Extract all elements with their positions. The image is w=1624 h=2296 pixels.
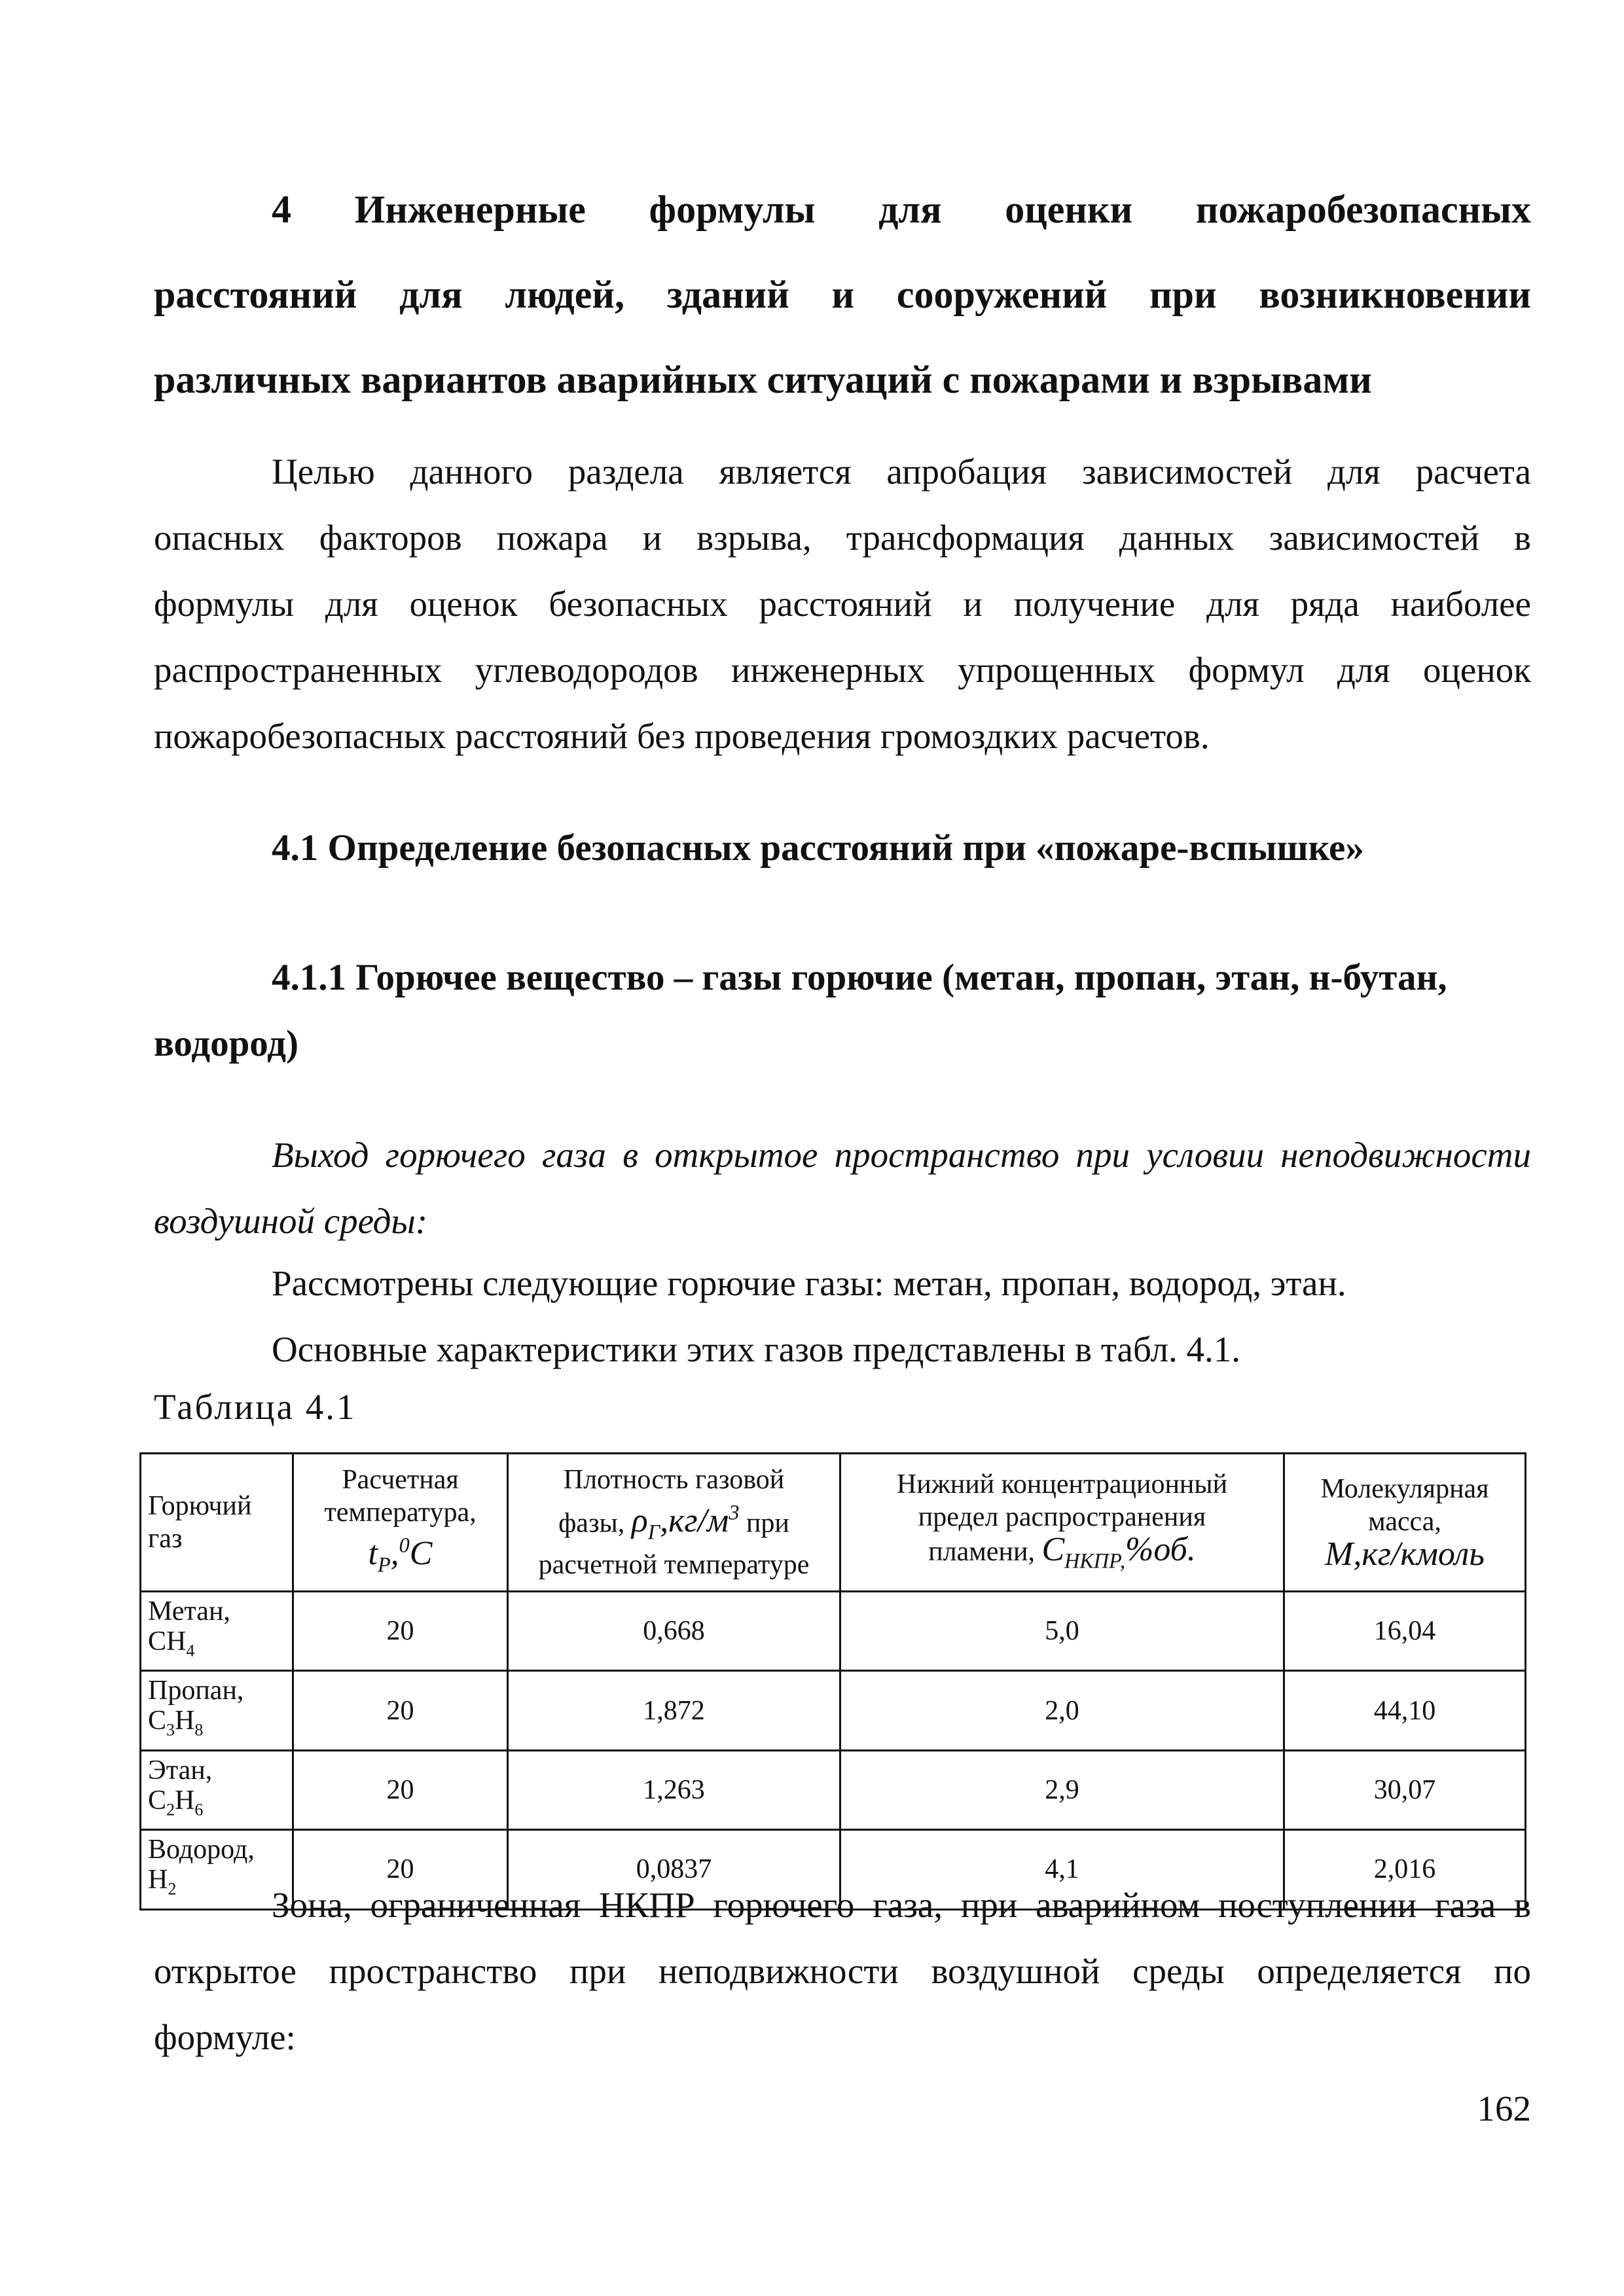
italic-line: Выход горючего газа в открытое пространство при условии неподвижности bbox=[272, 1135, 1531, 1175]
temperature-separator: , bbox=[390, 1535, 399, 1573]
chapter-heading-line: различных вариантов аварийных ситуаций с пожарами и взрывами bbox=[154, 358, 1372, 401]
considered-gases-text: Рассмотрены следующие горючие газы: метан, пропан, водород, этан. bbox=[272, 1263, 1346, 1303]
header-lel-prefix: пламени, bbox=[928, 1536, 1035, 1567]
table-row bbox=[141, 1671, 1526, 1750]
lel-cell: 2,0 bbox=[840, 1671, 1284, 1750]
lel-cell: 4,1 bbox=[840, 1830, 1284, 1909]
intro-line: пожаробезопасных расстояний без проведения громоздких расчетов. bbox=[154, 716, 1210, 756]
header-lel bbox=[840, 1454, 1284, 1592]
gas-name-cell bbox=[141, 1750, 293, 1829]
header-mass-label: Молекулярная bbox=[1320, 1473, 1489, 1504]
chapter-heading bbox=[154, 167, 1531, 422]
section-4-1-1-line: 4.1.1 Горючее вещество – газы горючие (метан, пропан, этан, н-бутан, bbox=[272, 957, 1447, 998]
header-temperature bbox=[293, 1454, 508, 1592]
intro-line: Целью данного раздела является апробация зависимостей для расчета bbox=[272, 452, 1531, 492]
gas-name-cell bbox=[141, 1592, 293, 1671]
chapter-heading-line: расстояний для людей, зданий и сооружений при возникновении bbox=[154, 273, 1531, 316]
header-mass bbox=[1284, 1454, 1526, 1592]
intro-paragraph bbox=[154, 439, 1531, 769]
gas-name: Метан, bbox=[148, 1596, 230, 1626]
formula-part: C bbox=[148, 1706, 167, 1736]
zone-line: формуле: bbox=[154, 2017, 296, 2057]
table-caption: Таблица 4.1 bbox=[154, 1387, 357, 1427]
temperature-superscript: 0 bbox=[399, 1534, 410, 1558]
density-cell: 0,668 bbox=[508, 1592, 840, 1671]
temperature-cell: 20 bbox=[293, 1830, 508, 1909]
italic-line: воздушной среды: bbox=[154, 1201, 428, 1241]
density-cell: 0,0837 bbox=[508, 1830, 840, 1909]
header-lel-label-2: предел распространения bbox=[918, 1501, 1206, 1532]
formula-part: H bbox=[148, 1865, 168, 1895]
lel-symbol: C bbox=[1041, 1530, 1065, 1568]
temperature-cell: 20 bbox=[293, 1750, 508, 1829]
formula-subscript: 2 bbox=[166, 1800, 175, 1820]
mass-cell: 2,016 bbox=[1284, 1830, 1526, 1909]
temperature-subscript: P bbox=[377, 1552, 391, 1577]
temperature-cell: 20 bbox=[293, 1671, 508, 1750]
gas-name-cell bbox=[141, 1671, 293, 1750]
density-cell: 1,263 bbox=[508, 1750, 840, 1829]
density-superscript: 3 bbox=[729, 1501, 740, 1525]
formula-part: H bbox=[175, 1706, 195, 1736]
section-4-1-heading: 4.1 Определение безопасных расстояний при «пожаре-вспышке» bbox=[272, 827, 1364, 869]
formula-subscript: 3 bbox=[166, 1720, 175, 1740]
temperature-cell: 20 bbox=[293, 1592, 508, 1671]
table-row bbox=[141, 1592, 1526, 1671]
formula-part: CH bbox=[148, 1626, 187, 1657]
zone-paragraph bbox=[154, 1872, 1531, 2070]
intro-line: опасных факторов пожара и взрыва, трансформация данных зависимостей в bbox=[154, 518, 1531, 558]
lel-unit: %об. bbox=[1125, 1530, 1196, 1568]
header-gas: Горючий газ bbox=[141, 1454, 293, 1592]
header-density-suffix: при bbox=[746, 1508, 789, 1539]
zone-line: Зона, ограниченная НКПР горючего газа, при аварийном поступлении газа в bbox=[272, 1885, 1531, 1925]
header-density bbox=[508, 1454, 840, 1592]
lel-cell: 5,0 bbox=[840, 1592, 1284, 1671]
formula-part: H bbox=[175, 1785, 195, 1816]
gas-name: Этан, bbox=[148, 1755, 213, 1785]
intro-line: формулы для оценок безопасных расстояний и получение для ряда наиболее bbox=[154, 584, 1531, 624]
table-row bbox=[141, 1750, 1526, 1829]
density-symbol: ρ bbox=[631, 1502, 648, 1540]
density-unit: ,кг/м bbox=[660, 1502, 729, 1540]
mass-cell: 44,10 bbox=[1284, 1671, 1526, 1750]
gas-name: Пропан, bbox=[148, 1676, 244, 1706]
formula-subscript: 4 bbox=[186, 1641, 195, 1660]
density-subscript: Г bbox=[647, 1520, 660, 1544]
header-density-label: Плотность газовой bbox=[563, 1465, 785, 1496]
mass-cell: 16,04 bbox=[1284, 1592, 1526, 1671]
page-number: 162 bbox=[1477, 2089, 1531, 2128]
temperature-unit: C bbox=[409, 1535, 433, 1573]
formula-subscript: 8 bbox=[194, 1720, 204, 1740]
header-density-prefix: фазы, bbox=[558, 1508, 625, 1539]
density-cell: 1,872 bbox=[508, 1671, 840, 1750]
lel-subscript: НКПР, bbox=[1064, 1549, 1126, 1573]
header-lel-label: Нижний концентрационный bbox=[896, 1469, 1228, 1499]
intro-line: распространенных углеводородов инженерных упрощенных формул для оценок bbox=[154, 650, 1531, 690]
mass-unit: M,кг/кмоль bbox=[1325, 1535, 1485, 1573]
header-density-label-2: расчетной температуре bbox=[538, 1549, 810, 1580]
gas-properties-table bbox=[139, 1452, 1526, 1910]
header-mass-label-2: масса, bbox=[1368, 1506, 1441, 1537]
formula-subscript: 6 bbox=[194, 1800, 204, 1820]
italic-paragraph bbox=[154, 1122, 1531, 1254]
header-temperature-label: Расчетная температура, bbox=[324, 1465, 477, 1528]
table-header-row bbox=[141, 1454, 1526, 1592]
formula-subscript: 2 bbox=[168, 1879, 177, 1899]
chapter-heading-line: 4 Инженерные формулы для оценки пожаробезопасных bbox=[272, 188, 1531, 231]
formula-part: C bbox=[148, 1785, 167, 1816]
section-4-1-1-heading bbox=[154, 944, 1531, 1077]
lel-cell: 2,9 bbox=[840, 1750, 1284, 1829]
zone-line: открытое пространство при неподвижности воздушной среды определяется по bbox=[154, 1951, 1531, 1991]
main-characteristics-text: Основные характеристики этих газов представлены в табл. 4.1. bbox=[272, 1329, 1241, 1369]
temperature-symbol: t bbox=[368, 1535, 378, 1573]
gas-name: Водород, bbox=[148, 1835, 255, 1865]
section-4-1-1-line: водород) bbox=[154, 1023, 298, 1064]
mass-cell: 30,07 bbox=[1284, 1750, 1526, 1829]
